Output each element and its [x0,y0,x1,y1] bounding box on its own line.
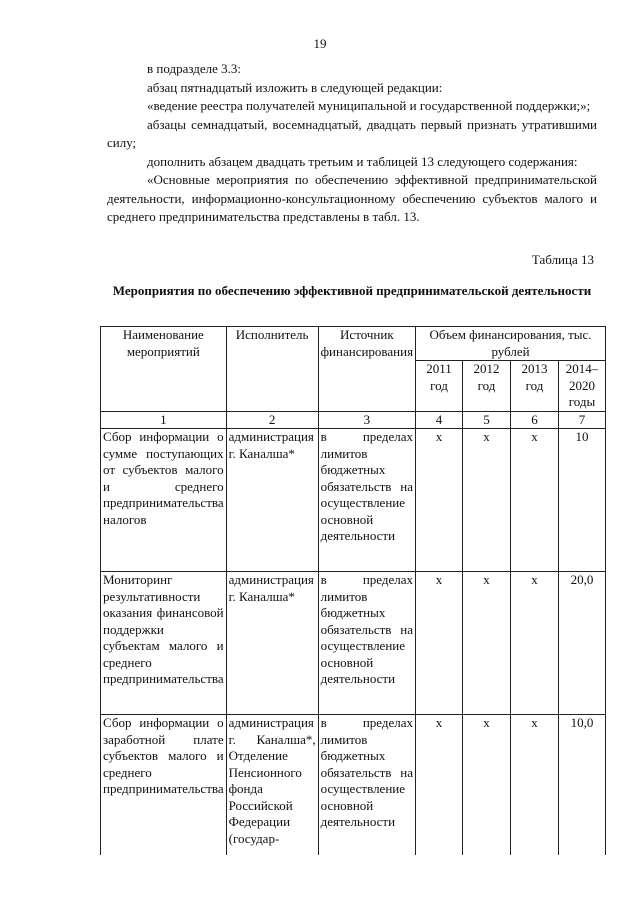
measures-table [100,326,606,855]
cell-source: в пределах лимитов бюджетных обязательств на осуществление основной деятельности [318,572,415,715]
body-text [107,60,597,227]
header-year: 2012 год [463,361,511,412]
table-row [101,429,606,572]
paragraph: «Основные мероприятия по обеспечению эффективной предпринимательской деятельности, информационно-консультационному обеспечению субъектов малого и среднего предпринимательства представлены в табл. 13. [107,172,597,224]
cell-value: 20,0 [559,572,606,715]
cell-value: х [511,429,559,572]
cell-executor: администрация г. Каналша* [226,429,318,572]
cell-executor: администрация г. Каналша*, Отделение Пенсионного фонда Российской Федерации (государ- [226,715,318,856]
column-number-row [101,411,606,429]
column-number: 2 [226,411,318,429]
cell-value: х [416,429,463,572]
cell-source: в пределах лимитов бюджетных обязательств на осуществление основной деятельности [318,715,415,856]
paragraph: абзацы семнадцатый, восемнадцатый, двадцать первый признать утратившими силу; [107,116,597,150]
header-executor: Исполнитель [226,327,318,412]
header-year: 2013 год [511,361,559,412]
cell-value: х [416,572,463,715]
header-name: Наименование мероприятий [101,327,227,412]
table-title: Мероприятия по обеспечению эффективной предпринимательской деятельности [112,283,592,298]
cell-source: в пределах лимитов бюджетных обязательств на осуществление основной деятельности [318,429,415,572]
page-number: 19 [313,36,327,51]
column-number: 5 [463,411,511,429]
header-year: 2011 год [416,361,463,412]
header-year: 2014–2020 годы [559,361,606,412]
cell-value: х [463,429,511,572]
cell-name: Сбор информации о заработной плате субъектов малого и среднего предпринимательства [101,715,227,856]
header-financing: Объем финансирования, тыс. рублей [416,327,606,361]
column-number: 3 [318,411,415,429]
table-row [101,715,606,856]
cell-value: х [511,572,559,715]
column-number: 7 [559,411,606,429]
cell-executor: администрация г. Каналша* [226,572,318,715]
cell-value: х [511,715,559,856]
table-row [101,572,606,715]
paragraph: дополнить абзацем двадцать третьим и таблицей 13 следующего содержания: [147,153,578,169]
paragraph: абзац пятнадцатый изложить в следующей редакции: [147,79,443,95]
header-source: Источник финансирования [318,327,415,412]
cell-value: х [463,572,511,715]
table-label: Таблица 13 [531,252,594,267]
cell-value: 10 [559,429,606,572]
column-number: 4 [416,411,463,429]
cell-value: 10,0 [559,715,606,856]
cell-value: х [416,715,463,856]
cell-value: х [463,715,511,856]
cell-name: Сбор информации о сумме поступающих от субъектов малого и среднего предпринимательства налогов [101,429,227,572]
cell-name: Мониторинг результативности оказания финансовой поддержки субъектам малого и среднего предпринимательства [101,572,227,715]
paragraph: в подразделе 3.3: [147,61,242,76]
column-number: 6 [511,411,559,429]
paragraph: «ведение реестра получателей муниципальной и государственной поддержки;»; [147,98,591,113]
column-number: 1 [101,411,227,429]
